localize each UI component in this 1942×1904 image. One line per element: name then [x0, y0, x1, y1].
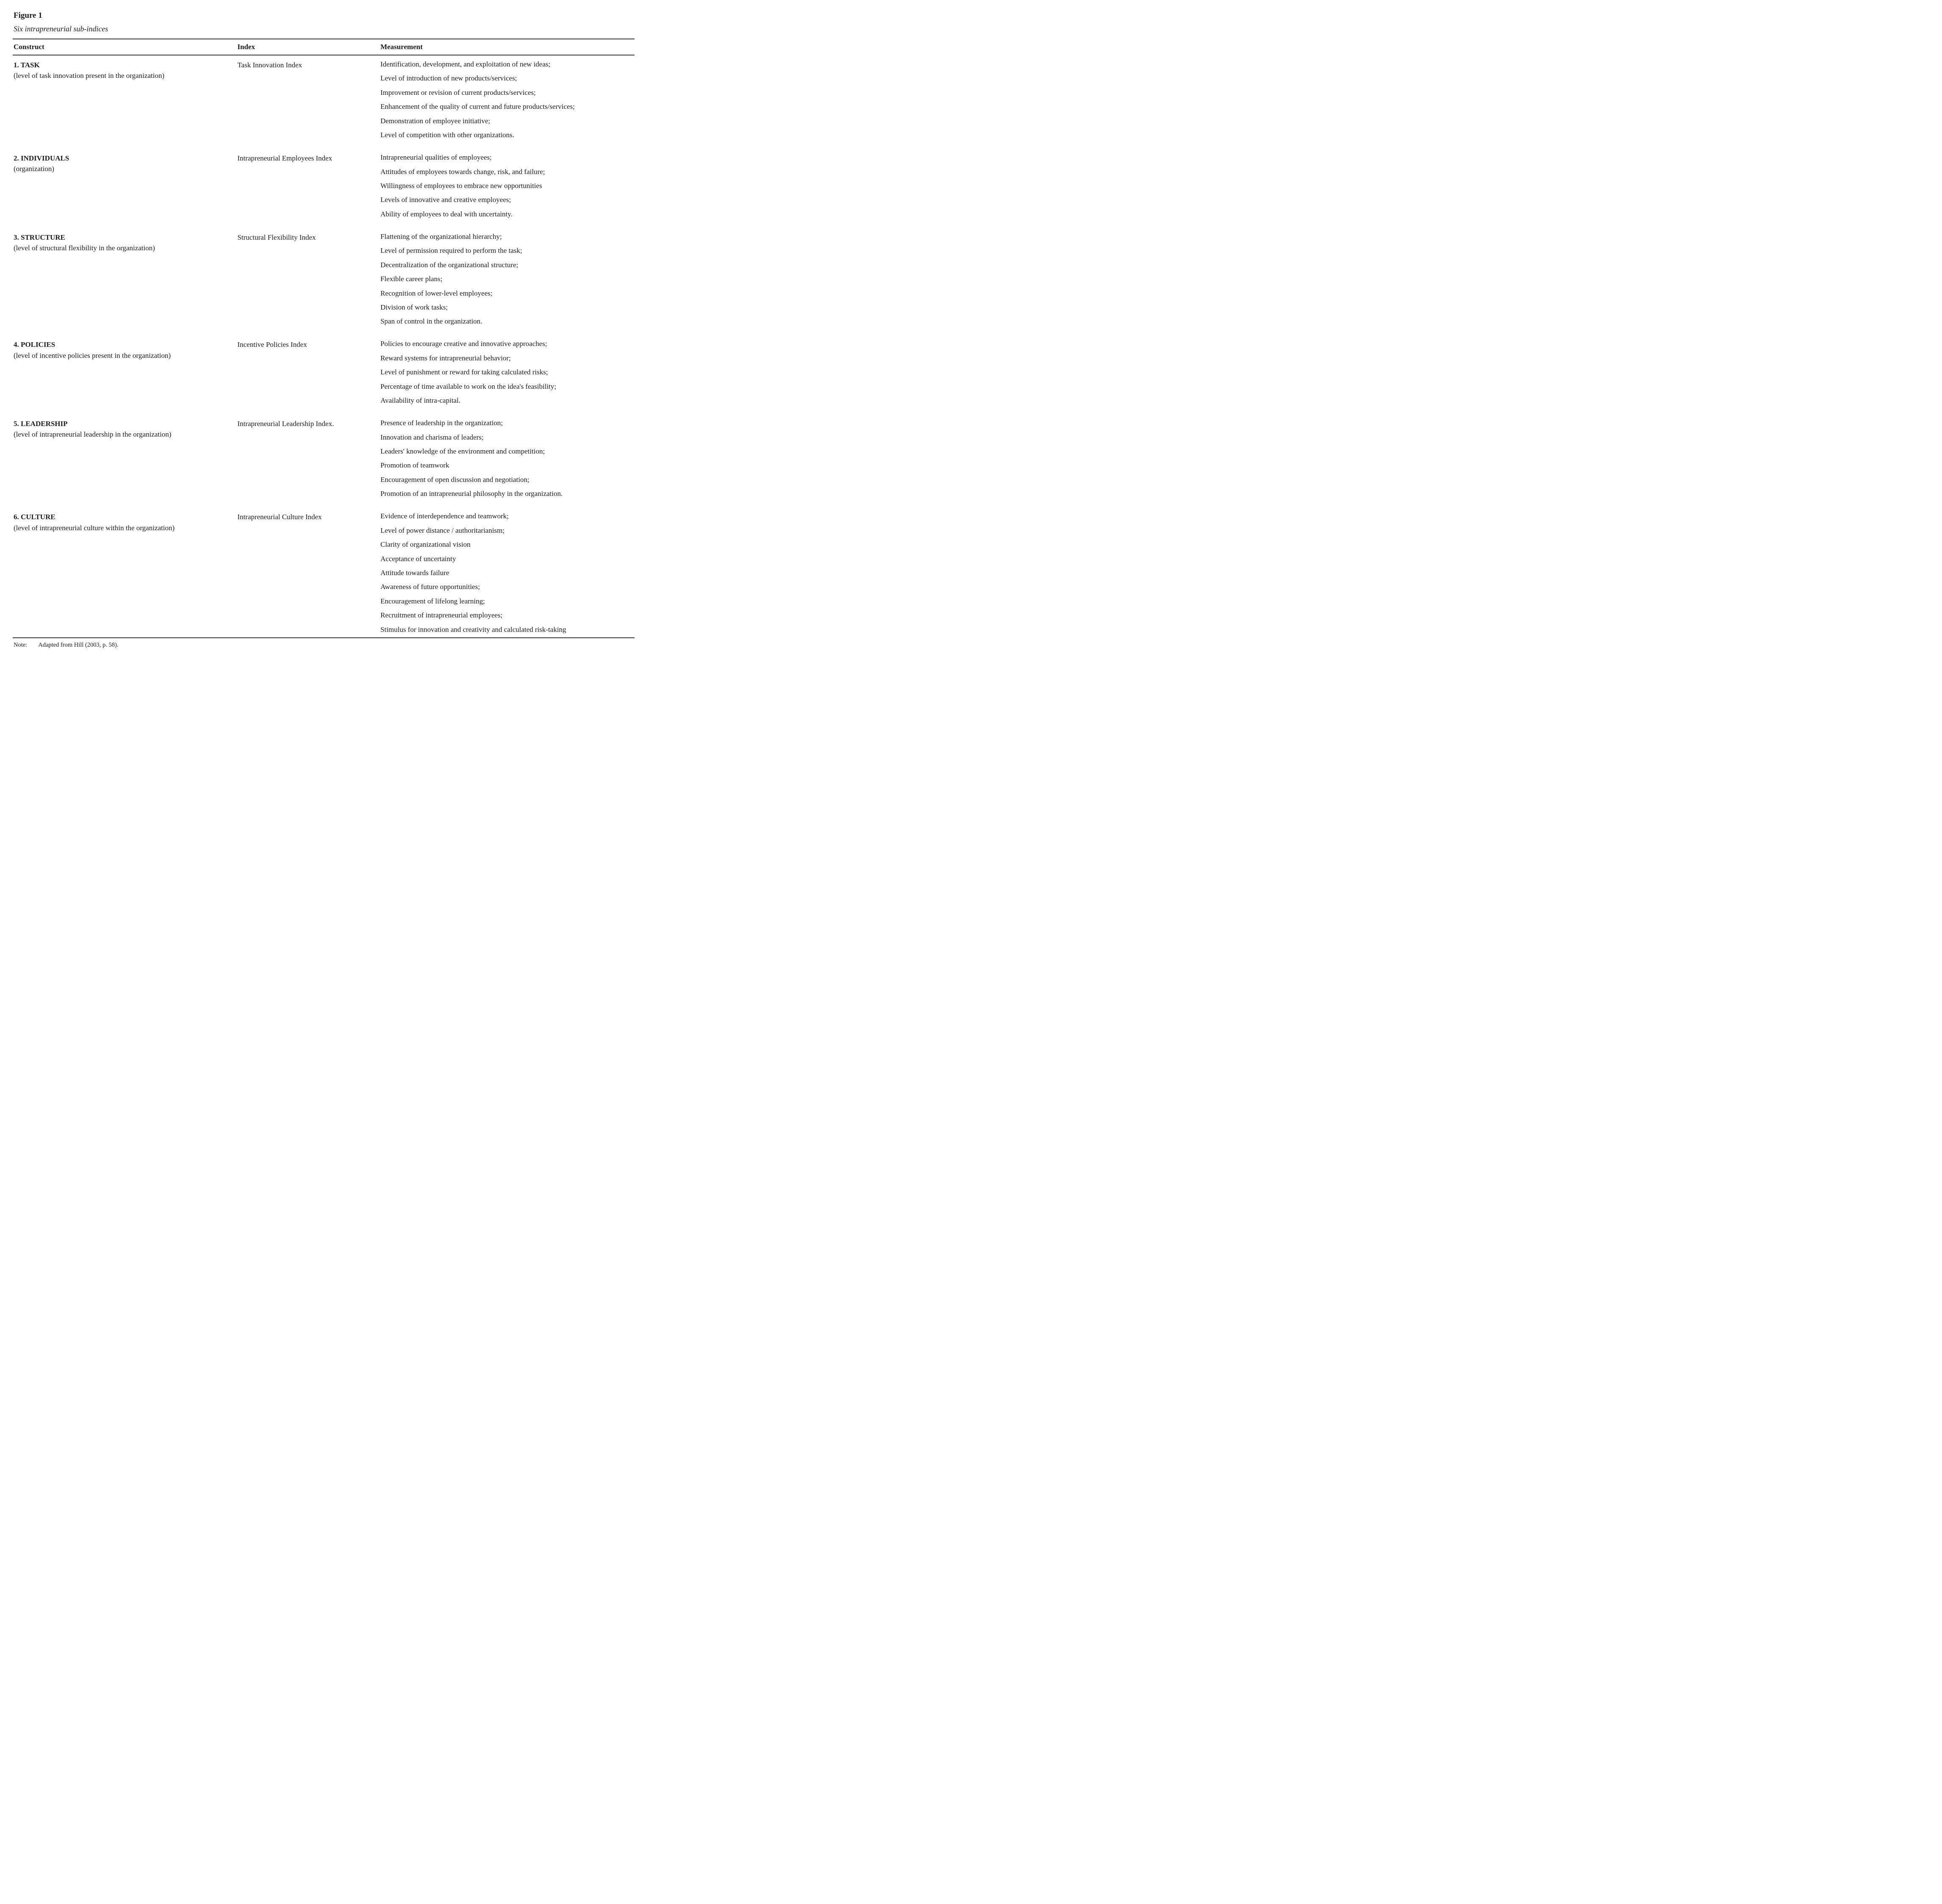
index-cell: Intrapreneurial Leadership Index. [237, 420, 334, 428]
measurement-line: Ability of employees to deal with uncertainty. [380, 210, 513, 218]
index-cell: Intrapreneurial Culture Index [237, 513, 322, 521]
measurement-cell [380, 232, 634, 327]
figure-page [0, 0, 647, 655]
measurement-line: Demonstration of employee initiative; [380, 116, 490, 125]
table-row [13, 153, 634, 219]
sub-indices-table [13, 39, 634, 638]
measurement-line: Awareness of future opportunities; [380, 583, 480, 591]
construct-cell [13, 339, 236, 361]
note-label: Note: [14, 641, 28, 648]
measurement-line: Evidence of interdependence and teamwork; [380, 512, 509, 520]
measurement-line: Availability of intra-capital. [380, 396, 461, 405]
measurement-line: Policies to encourage creative and innovative approaches; [380, 340, 547, 348]
figure-caption: Six intrapreneurial sub-indices [14, 25, 108, 33]
measurement-line: Leaders' knowledge of the environment and competition; [380, 447, 545, 455]
construct-detail: (level of intrapreneurial culture within the organization) [14, 523, 175, 532]
construct-cell [13, 512, 236, 533]
measurement-line: Attitudes of employees towards change, risk, and failure; [380, 167, 545, 176]
construct-title: 3. STRUCTURE [14, 233, 65, 241]
table-row [13, 418, 634, 499]
measurement-line: Levels of innovative and creative employees; [380, 196, 511, 204]
construct-title: 2. INDIVIDUALS [14, 154, 69, 163]
measurement-line: Presence of leadership in the organization; [380, 419, 503, 427]
construct-title: 4. POLICIES [14, 340, 55, 349]
measurement-line: Promotion of teamwork [380, 461, 449, 470]
construct-cell [13, 418, 236, 440]
measurement-line: Level of punishment or reward for taking calculated risks; [380, 368, 548, 376]
construct-detail: (level of intrapreneurial leadership in the organization) [14, 430, 172, 439]
header-measurement: Measurement [380, 43, 423, 51]
measurement-cell [380, 339, 634, 406]
construct-detail: (level of task innovation present in the organization) [14, 72, 165, 80]
measurement-line: Span of control in the organization. [380, 317, 482, 326]
measurement-line: Recognition of lower-level employees; [380, 289, 493, 297]
table-body [13, 55, 634, 638]
measurement-line: Clarity of organizational vision [380, 540, 471, 549]
measurement-line: Flattening of the organizational hierarchy; [380, 232, 502, 241]
measurement-line: Improvement or revision of current products/services; [380, 88, 536, 97]
index-cell: Task Innovation Index [237, 61, 302, 69]
index-cell: Structural Flexibility Index [237, 233, 316, 241]
measurement-line: Intrapreneurial qualities of employees; [380, 153, 492, 162]
measurement-line: Stimulus for innovation and creativity and calculated risk-taking [380, 625, 566, 634]
figure-note [13, 642, 634, 649]
measurement-line: Flexible career plans; [380, 275, 443, 283]
table-row [13, 512, 634, 634]
measurement-line: Decentralization of the organizational structure; [380, 260, 518, 269]
measurement-line: Acceptance of uncertainty [380, 554, 456, 563]
table-row [13, 60, 634, 140]
note-text: Adapted from Hill (2003, p. 58). [38, 641, 119, 648]
measurement-cell [380, 512, 634, 634]
measurement-cell [380, 60, 634, 140]
table-row [13, 339, 634, 406]
measurement-line: Encouragement of lifelong learning; [380, 597, 485, 605]
construct-cell [13, 153, 236, 174]
measurement-line: Reward systems for intrapreneurial behavior; [380, 354, 511, 362]
table-header-row [13, 39, 634, 55]
construct-cell [13, 232, 236, 254]
construct-title: 5. LEADERSHIP [14, 420, 68, 428]
measurement-line: Attitude towards failure [380, 568, 449, 577]
index-cell: Incentive Policies Index [237, 340, 307, 349]
measurement-line: Division of work tasks; [380, 303, 448, 311]
measurement-line: Level of power distance / authoritarianism; [380, 526, 505, 534]
measurement-line: Identification, development, and exploitation of new ideas; [380, 60, 551, 68]
measurement-line: Enhancement of the quality of current and future products/services; [380, 102, 575, 111]
header-index: Index [237, 43, 255, 51]
construct-title: 6. CULTURE [14, 513, 55, 521]
measurement-line: Level of permission required to perform the task; [380, 246, 522, 255]
measurement-line: Innovation and charisma of leaders; [380, 433, 484, 441]
measurement-line: Level of competition with other organizations. [380, 131, 515, 139]
measurement-line: Promotion of an intrapreneurial philosophy in the organization. [380, 490, 563, 498]
construct-detail: (level of incentive policies present in the organization) [14, 351, 171, 360]
construct-detail: (level of structural flexibility in the organization) [14, 244, 155, 252]
measurement-line: Encouragement of open discussion and negotiation; [380, 475, 529, 484]
table-row [13, 232, 634, 327]
construct-detail: (organization) [14, 165, 54, 173]
figure-label: Figure 1 [14, 11, 42, 20]
measurement-cell [380, 418, 634, 499]
measurement-cell [380, 153, 634, 219]
header-construct: Construct [14, 43, 44, 51]
construct-cell [13, 60, 236, 81]
measurement-line: Percentage of time available to work on the idea's feasibility; [380, 382, 557, 390]
index-cell: Intrapreneurial Employees Index [237, 154, 332, 163]
measurement-line: Recruitment of intrapreneurial employees; [380, 611, 503, 620]
measurement-line: Willingness of employees to embrace new opportunities [380, 182, 542, 190]
measurement-line: Level of introduction of new products/services; [380, 74, 517, 83]
construct-title: 1. TASK [14, 61, 40, 69]
